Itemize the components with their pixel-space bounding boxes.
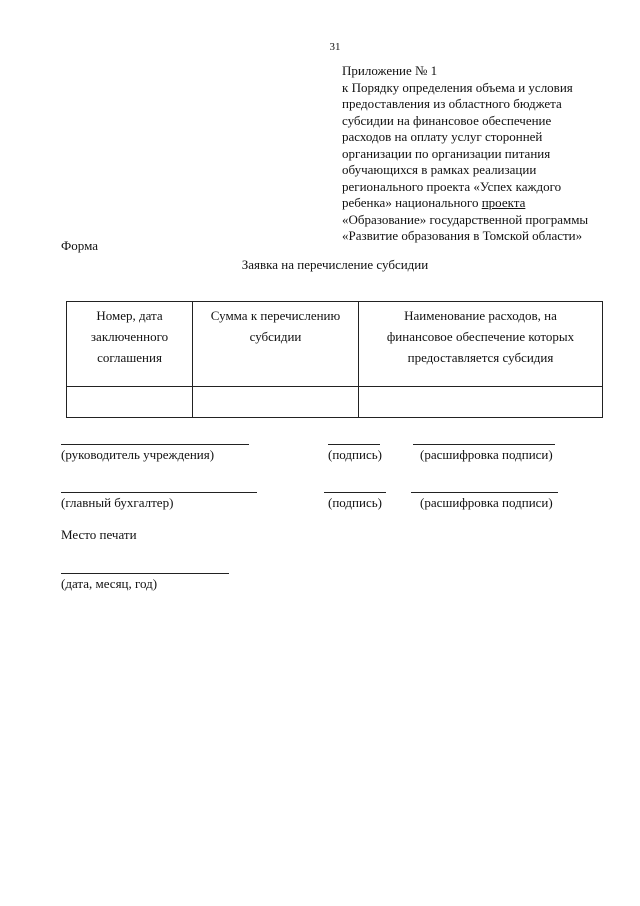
- accountant-label: (главный бухгалтер): [61, 495, 174, 510]
- document-title: Заявка на перечисление субсидии: [241, 257, 429, 272]
- underlined-word: проекта: [481, 195, 526, 210]
- header-line: субсидии: [249, 329, 302, 344]
- header-line: Наименование расходов, на: [404, 308, 557, 323]
- head-label: (руководитель учреждения): [61, 447, 215, 462]
- head-signature-label: (подпись): [328, 447, 382, 462]
- header-agreement-number-date: [67, 302, 193, 387]
- accountant-decoding-line[interactable]: [411, 492, 558, 493]
- table-header-row: [67, 302, 603, 387]
- annex-line: к Порядку определения объема и условия: [342, 79, 573, 95]
- accountant-decoding-label: (расшифровка подписи): [420, 495, 553, 510]
- annex-line: предоставления из областного бюджета: [342, 96, 562, 111]
- form-label: Форма: [61, 238, 98, 253]
- date-label: (дата, месяц, год): [61, 576, 158, 591]
- annex-line: «Развитие образования в Томской области»: [342, 228, 583, 243]
- header-line: Сумма к перечислению: [210, 308, 341, 323]
- subsidy-request-table: [66, 301, 603, 418]
- head-name-line[interactable]: [61, 444, 249, 445]
- annex-line: обучающихся в рамках реализации: [342, 162, 537, 177]
- table-cell[interactable]: [193, 387, 359, 418]
- table-cell[interactable]: [67, 387, 193, 418]
- head-signature-line[interactable]: [328, 444, 380, 445]
- accountant-signature-line[interactable]: [324, 492, 386, 493]
- annex-line: Приложение № 1: [342, 63, 438, 78]
- header-amount: [193, 302, 359, 387]
- annex-line: организации по организации питания: [342, 145, 551, 161]
- date-line[interactable]: [61, 573, 229, 574]
- table-row: [67, 387, 603, 418]
- annex-block: [342, 63, 632, 245]
- head-decoding-line[interactable]: [413, 444, 555, 445]
- header-line: Номер, дата: [96, 308, 163, 323]
- annex-line: субсидии на финансовое обеспечение: [342, 112, 552, 128]
- page-number: 31: [329, 41, 341, 53]
- annex-line: «Образование» государственной программы: [342, 211, 589, 227]
- accountant-signature-label: (подпись): [328, 495, 382, 510]
- table-cell[interactable]: [359, 387, 603, 418]
- header-line: предоставляется субсидия: [407, 350, 554, 365]
- head-decoding-label: (расшифровка подписи): [420, 447, 553, 462]
- header-line: соглашения: [97, 350, 162, 365]
- header-line: заключенного: [90, 329, 169, 344]
- header-expense-name: [359, 302, 603, 387]
- annex-line: расходов на оплату услуг сторонней: [342, 129, 543, 144]
- header-line: финансовое обеспечение которых: [386, 329, 575, 344]
- annex-line-underlined: [342, 195, 632, 212]
- stamp-place: Место печати: [61, 527, 137, 542]
- annex-line: регионального проекта «Успех каждого: [342, 178, 562, 194]
- accountant-name-line[interactable]: [61, 492, 257, 493]
- annex-line-text: ребенка» национального: [342, 195, 482, 210]
